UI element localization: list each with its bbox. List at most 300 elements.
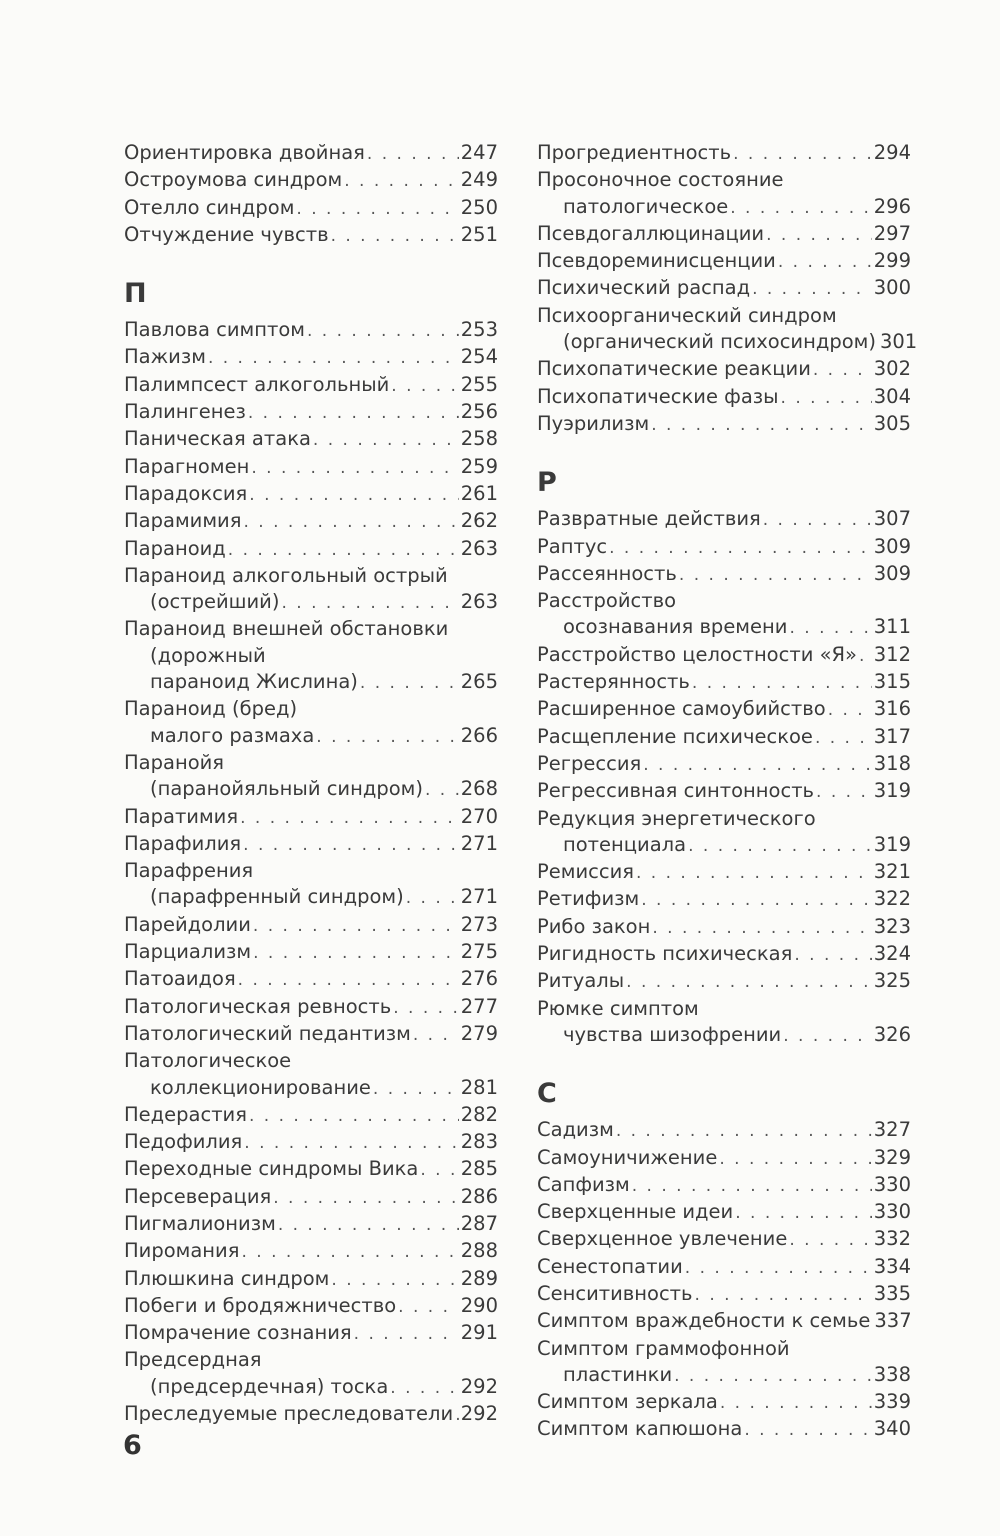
index-entry (124, 1211, 498, 1238)
index-entry (537, 914, 911, 941)
index-entry (124, 858, 498, 912)
index-entry (537, 778, 911, 805)
dot-leader (744, 1417, 871, 1443)
entry-page: 275 (460, 940, 498, 964)
entry-term: Параноид (бред) (124, 697, 298, 721)
dot-leader (208, 345, 459, 371)
dot-leader (354, 1321, 459, 1347)
index-entry (537, 248, 911, 275)
index-entry (124, 1401, 498, 1428)
entry-term: Сверхценное увлечение (537, 1227, 788, 1251)
entry-term: чувства шизофрении (563, 1022, 782, 1046)
entry-page: 340 (873, 1417, 911, 1441)
dot-leader (420, 1157, 458, 1183)
entry-term: Психопатические фазы (537, 384, 779, 408)
index-entry (537, 669, 911, 696)
dot-leader (781, 385, 872, 411)
entry-term: Ригидность психическая (537, 942, 793, 966)
entry-page: 256 (460, 400, 498, 424)
entry-page: 316 (873, 697, 911, 721)
index-column-left (124, 140, 498, 1428)
dot-leader (789, 1227, 871, 1253)
index-entry (124, 1102, 498, 1129)
index-entry (537, 384, 911, 411)
dot-leader (390, 1375, 458, 1401)
index-entry (124, 1129, 498, 1156)
entry-page: 319 (873, 779, 911, 803)
dot-leader (778, 249, 872, 275)
entry-term: Ориентировка двойная (124, 141, 365, 164)
dot-leader (281, 590, 458, 616)
entry-term: патологическое (563, 194, 729, 218)
entry-page: 263 (460, 590, 498, 614)
entry-term: Педерастия (124, 1102, 247, 1126)
entry-term: потенциала (563, 832, 687, 856)
entry-term: Педофилия (124, 1130, 243, 1154)
entry-page: 265 (460, 670, 498, 694)
entry-page: 299 (873, 249, 911, 273)
dot-leader (816, 779, 872, 805)
entry-page: 262 (460, 509, 498, 533)
entry-page: 312 (873, 642, 911, 666)
dot-leader (244, 1130, 458, 1156)
index-entry (124, 508, 498, 535)
entry-term: Прогредиентность (537, 141, 732, 164)
entry-page: 323 (873, 914, 911, 938)
entry-page: 268 (460, 777, 498, 801)
entry-page: 329 (873, 1145, 911, 1169)
index-entry (537, 1389, 911, 1416)
entry-term: Парамимия (124, 509, 242, 533)
index-entry (537, 140, 911, 167)
dot-leader (674, 1363, 872, 1389)
index-entry (124, 804, 498, 831)
entry-term: Побеги и бродяжничество (124, 1293, 397, 1317)
entry-page: 296 (873, 194, 911, 218)
entry-term: Помрачение сознания (124, 1321, 352, 1345)
index-column-right (537, 140, 918, 1444)
index-entry (537, 1145, 911, 1172)
entry-page: 292 (460, 1402, 498, 1426)
dot-leader (373, 1076, 459, 1102)
dot-leader (425, 777, 459, 803)
entry-term: Параноид алкогольный острый (124, 563, 448, 587)
dot-leader (730, 195, 872, 221)
dot-leader (331, 1267, 458, 1293)
index-entry (124, 481, 498, 508)
index-entry (124, 912, 498, 939)
index-entry (537, 642, 911, 669)
entry-term: Парафрения (124, 859, 254, 883)
entry-term: Преследуемые преследователи (124, 1402, 454, 1426)
index-entry (124, 536, 498, 563)
index-entry (537, 1308, 911, 1335)
entry-page: 311 (873, 615, 911, 639)
entry-page: 309 (873, 561, 911, 585)
entry-term: Псевдогаллюцинации (537, 221, 765, 245)
entry-page: 327 (873, 1118, 911, 1142)
entry-term: Сапфизм (537, 1172, 630, 1196)
dot-leader (643, 752, 872, 778)
dot-leader (398, 1294, 459, 1320)
dot-leader (735, 1200, 872, 1226)
entry-term: Самоуничижение (537, 1145, 718, 1169)
entry-page: 322 (873, 887, 911, 911)
index-entry (124, 1021, 498, 1048)
entry-term: Псевдореминисценции (537, 249, 776, 273)
entry-term: осознавания времени (563, 615, 788, 639)
entry-term: Паранойя (124, 750, 225, 774)
entry-term: Рассеянность (537, 561, 677, 585)
index-entry (537, 221, 911, 248)
entry-page: 287 (460, 1211, 498, 1235)
index-entry (124, 1156, 498, 1183)
entry-page: 330 (873, 1200, 911, 1224)
entry-term: Патологическое (124, 1049, 292, 1073)
index-entry (124, 426, 498, 453)
entry-term: Плюшкина синдром (124, 1266, 330, 1290)
index-entry (124, 372, 498, 399)
dot-leader (733, 141, 872, 167)
dot-leader (393, 995, 459, 1021)
entry-page: 302 (873, 357, 911, 381)
entry-term: Симптом граммофонной (537, 1336, 790, 1360)
dot-leader (278, 1212, 459, 1238)
index-entry (537, 1416, 911, 1443)
index-entry (537, 411, 911, 438)
entry-page: 301 (879, 330, 918, 354)
index-entry (537, 1117, 911, 1144)
entry-term: (предсердечная) тоска (150, 1374, 389, 1398)
index-entry (124, 1266, 498, 1293)
entry-term: Сверхценные идеи (537, 1200, 734, 1224)
entry-page: 250 (460, 195, 498, 219)
entry-term: Психоорганический синдром (537, 303, 837, 327)
entry-page: 305 (873, 411, 911, 435)
entry-term: Симптом зеркала (537, 1390, 718, 1414)
dot-leader (692, 670, 872, 696)
section-letter: С (537, 1078, 557, 1110)
entry-term: Расщепление психическое (537, 724, 813, 748)
index-entry (537, 1226, 911, 1253)
entry-term: Редукция энергетического (537, 806, 816, 830)
entry-term: Парейдолии (124, 912, 251, 936)
entry-term: Переходные синдромы Вика (124, 1157, 419, 1181)
entry-page: 263 (460, 536, 498, 560)
entry-term: пластинки (563, 1362, 673, 1386)
dot-leader (789, 615, 871, 641)
entry-term: (острейший) (150, 590, 280, 614)
entry-page: 261 (460, 481, 498, 505)
entry-page: 290 (460, 1293, 498, 1317)
dot-leader (695, 1282, 872, 1308)
dot-leader (720, 1390, 872, 1416)
entry-term: Паническая атака (124, 427, 311, 451)
entry-term: Пажизм (124, 345, 206, 369)
index-entry (124, 1347, 498, 1401)
entry-term: Садизм (537, 1118, 614, 1142)
dot-leader (763, 507, 872, 533)
dot-leader (609, 535, 872, 561)
entry-term: Психопатические реакции (537, 357, 811, 381)
index-entry (537, 1199, 911, 1226)
dot-leader (251, 455, 458, 481)
dot-leader (249, 1103, 459, 1129)
dot-leader (752, 276, 872, 302)
dot-leader (455, 1402, 459, 1428)
entry-page: 318 (873, 751, 911, 775)
entry-term: Сенситивность (537, 1281, 693, 1305)
dot-leader (815, 725, 872, 751)
entry-page: 282 (460, 1102, 498, 1126)
entry-page: 292 (460, 1374, 498, 1398)
dot-leader (240, 805, 459, 831)
dot-leader (828, 697, 872, 723)
dot-leader (238, 967, 459, 993)
entry-term: Предсердная (124, 1348, 262, 1372)
entry-term: Просоночное состояние (537, 168, 784, 192)
dot-leader (766, 222, 872, 248)
index-entry (124, 939, 498, 966)
entry-page: 307 (873, 507, 911, 531)
entry-page: 291 (460, 1321, 498, 1345)
index-entry (124, 1048, 498, 1102)
entry-term: Парагномен (124, 454, 250, 478)
entry-page: 304 (873, 384, 911, 408)
entry-page: 270 (460, 804, 498, 828)
entry-page: 277 (460, 994, 498, 1018)
entry-page: 330 (873, 1172, 911, 1196)
dot-leader (406, 885, 459, 911)
entry-term: Остроумова синдром (124, 168, 343, 192)
entry-term: Патоаидоя (124, 967, 236, 991)
index-entry (537, 859, 911, 886)
dot-leader (367, 141, 459, 167)
entry-page: 339 (873, 1390, 911, 1414)
dot-leader (360, 670, 459, 696)
dot-leader (253, 913, 459, 939)
entry-term: параноид Жислина) (150, 670, 358, 694)
entry-page: 285 (460, 1157, 498, 1181)
entry-term: Раптус (537, 534, 608, 558)
index-entry (124, 1238, 498, 1265)
entry-page: 317 (873, 724, 911, 748)
dot-leader (307, 318, 459, 344)
dot-leader (248, 400, 459, 426)
entry-term: Пуэрилизм (537, 411, 650, 435)
dot-leader (688, 833, 872, 859)
index-entry (537, 1172, 911, 1199)
entry-term: Палимпсест алкогольный (124, 372, 390, 396)
dot-leader (344, 168, 459, 194)
entry-page: 324 (873, 942, 911, 966)
dot-leader (273, 1185, 459, 1211)
index-entry (537, 506, 911, 533)
index-entry (537, 167, 911, 221)
index-entry (537, 534, 911, 561)
dot-leader (243, 509, 458, 535)
entry-term: Расстройство целостности «Я» (537, 642, 857, 666)
entry-term: Симптом капюшона (537, 1417, 743, 1441)
index-entry (124, 696, 498, 750)
entry-page: 259 (460, 454, 498, 478)
index-entry (537, 996, 911, 1050)
entry-term: Сенестопатии (537, 1254, 683, 1278)
entry-page: 319 (873, 832, 911, 856)
entry-page: 297 (873, 221, 911, 245)
dot-leader (313, 427, 459, 453)
entry-term: Персеверация (124, 1184, 272, 1208)
entry-page: 309 (873, 534, 911, 558)
index-entry (537, 1281, 911, 1308)
entry-term: Паратимия (124, 804, 239, 828)
entry-term: Ремиссия (537, 860, 634, 884)
index-entry (124, 399, 498, 426)
index-entry (124, 831, 498, 858)
entry-page: 334 (873, 1254, 911, 1278)
entry-term: (органический психосиндром) (563, 330, 876, 354)
dot-leader (651, 412, 872, 438)
dot-leader (794, 942, 871, 968)
index-entry (124, 616, 498, 696)
index-entry (124, 167, 498, 194)
index-entry (124, 140, 498, 167)
entry-term: Патологический педантизм (124, 1021, 411, 1045)
entry-page: 283 (460, 1130, 498, 1154)
entry-term: Расширенное самоубийство (537, 697, 826, 721)
dot-leader (783, 1023, 872, 1049)
index-entry (537, 561, 911, 588)
index-entry (124, 994, 498, 1021)
index-entry (124, 317, 498, 344)
dot-leader (859, 643, 872, 669)
index-entry (537, 588, 911, 642)
index-entry (124, 750, 498, 804)
dot-leader (241, 1239, 458, 1265)
entry-page: 326 (873, 1022, 911, 1046)
entry-term: Развратные действия (537, 507, 761, 531)
entry-page: 321 (873, 860, 911, 884)
entry-page: 251 (460, 222, 498, 246)
index-entry (124, 1320, 498, 1347)
entry-term: Парафилия (124, 831, 242, 855)
index-entry (537, 356, 911, 383)
entry-page: 266 (460, 723, 498, 747)
dot-leader (413, 1022, 459, 1048)
entry-term: Отелло синдром (124, 195, 295, 219)
entry-term: Ритуалы (537, 969, 625, 993)
index-entry (537, 751, 911, 778)
entry-page: 300 (873, 276, 911, 300)
index-entry (537, 724, 911, 751)
entry-page: 286 (460, 1184, 498, 1208)
entry-term: Пигмалионизм (124, 1211, 276, 1235)
dot-leader (636, 860, 872, 886)
dot-leader (626, 969, 872, 995)
entry-page: 294 (873, 141, 911, 164)
entry-term: Рюмке симптом (537, 996, 699, 1020)
index-entry (124, 222, 498, 249)
entry-page: 279 (460, 1021, 498, 1045)
entry-page: 337 (874, 1309, 912, 1333)
dot-leader (641, 887, 872, 913)
index-entry (537, 968, 911, 995)
entry-page: 332 (873, 1227, 911, 1251)
entry-page: 288 (460, 1239, 498, 1263)
dot-leader (813, 357, 872, 383)
entry-term: Растерянность (537, 670, 690, 694)
index-entry (124, 1293, 498, 1320)
entry-term: Палингенез (124, 400, 246, 424)
entry-page: 338 (873, 1362, 911, 1386)
dot-leader (632, 1173, 872, 1199)
index-entry (124, 454, 498, 481)
entry-page: 258 (460, 427, 498, 451)
entry-page: 289 (460, 1266, 498, 1290)
entry-page: 273 (460, 912, 498, 936)
entry-term: Регрессивная синтонность (537, 779, 815, 803)
dot-leader (685, 1255, 872, 1281)
entry-term: малого размаха (150, 723, 315, 747)
entry-term: Параноид внешней обстановки (124, 617, 449, 641)
index-entry (537, 806, 911, 860)
index-entry (537, 1254, 911, 1281)
entry-term: Пиромания (124, 1239, 240, 1263)
entry-page: 247 (460, 141, 498, 164)
entry-page: 335 (873, 1281, 911, 1305)
entry-term: Психический распад (537, 276, 751, 300)
entry-page: 315 (873, 670, 911, 694)
entry-term: Павлова симптом (124, 318, 305, 342)
dot-leader (652, 915, 871, 941)
entry-term: Параноид (124, 536, 226, 560)
dot-leader (331, 223, 459, 249)
entry-page: 271 (460, 885, 498, 909)
entry-term: коллекционирование (150, 1075, 371, 1099)
entry-term: (парафренный синдром) (150, 885, 404, 909)
dot-leader (243, 832, 459, 858)
entry-page: 249 (460, 168, 498, 192)
entry-term: Ретифизм (537, 887, 640, 911)
dot-leader (719, 1146, 871, 1172)
index-entry (537, 886, 911, 913)
entry-page: 281 (460, 1075, 498, 1099)
index-entry (124, 966, 498, 993)
entry-term: (паранойяльный синдром) (150, 777, 423, 801)
index-entry (124, 344, 498, 371)
dot-leader (296, 196, 458, 222)
dot-leader (391, 373, 458, 399)
entry-term: Расстройство (537, 589, 676, 613)
entry-page: 254 (460, 345, 498, 369)
entry-term: Симптом враждебности к семье (537, 1309, 871, 1333)
index-entry (537, 1336, 911, 1390)
index-entry (124, 195, 498, 222)
entry-term: Парадоксия (124, 481, 248, 505)
index-entry (537, 696, 911, 723)
entry-page: 255 (460, 372, 498, 396)
index-entry (124, 1184, 498, 1211)
dot-leader (249, 482, 459, 508)
index-entry (537, 275, 911, 302)
entry-term: Отчуждение чувств (124, 222, 329, 246)
entry-page: 276 (460, 967, 498, 991)
entry-term: Патологическая ревность (124, 994, 392, 1018)
entry-term: Парциализм (124, 940, 252, 964)
section-letter: Р (537, 467, 557, 499)
entry-page: 271 (460, 831, 498, 855)
index-entry (124, 563, 498, 617)
